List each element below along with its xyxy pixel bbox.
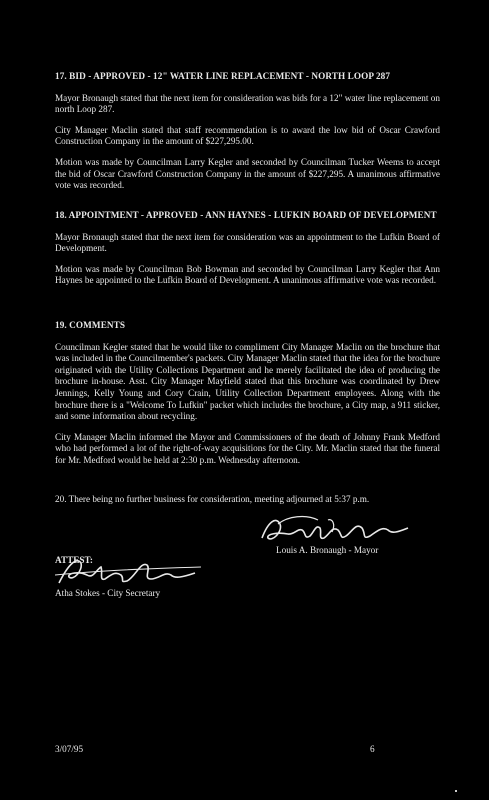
- mayor-signature: [258, 510, 418, 550]
- item-18-para-2: Motion was made by Councilman Bob Bowman and seconded by Councilman Larry Kegler that Ann Haynes be appointed to the Lufkin Board of Development. A unanimous affirmative vote was recorded.: [55, 263, 440, 286]
- item-18: [55, 210, 440, 296]
- clerk-signature: [55, 553, 205, 589]
- item-19: [55, 320, 440, 476]
- item-18-para-1: Mayor Bronaugh stated that the next item for consideration was an appointment to the Lufkin Board of Development.: [55, 231, 440, 254]
- footer-date: 3/07/95: [55, 744, 84, 754]
- item-17-para-2: City Manager Maclin stated that staff recommendation is to award the low bid of Oscar Crawford Construction Company in the amount of $227,295.00.: [55, 124, 440, 147]
- item-19-para-2: City Manager Maclin informed the Mayor and Commissioners of the death of Johnny Frank Medford who had performed a lot of the right-of-way acquisitions for the City. Mr. Maclin stated that the funeral for Mr. Medford would be held at 2:30 p.m. Wednesday afternoon.: [55, 431, 440, 465]
- item-17: [55, 71, 440, 201]
- item-18-heading: 18. APPOINTMENT - APPROVED - ANN HAYNES - LUFKIN BOARD OF DEVELOPMENT: [55, 210, 437, 220]
- mayor-caption: Louis A. Bronaugh - Mayor: [276, 545, 379, 555]
- footer-page-number: 6: [370, 744, 375, 754]
- scan-speck: [455, 790, 457, 792]
- item-19-heading: 19. COMMENTS: [55, 320, 126, 330]
- item-20-para-1: 20. There being no further business for consideration, meeting adjourned at 5:37 p.m.: [55, 494, 370, 504]
- clerk-caption: Atha Stokes - City Secretary: [55, 588, 161, 598]
- attest-label: ATTEST:: [55, 555, 93, 565]
- item-17-para-3: Motion was made by Councilman Larry Kegler and seconded by Councilman Tucker Weems to accept the bid of Oscar Crawford Construction Company in the amount of $227,295. A unanimous affirmative vote was recorded.: [55, 156, 440, 191]
- item-17-heading: 17. BID - APPROVED - 12" WATER LINE REPLACEMENT - NORTH LOOP 287: [55, 71, 391, 81]
- item-19-para-1: Councilman Kegler stated that he would like to compliment City Manager Maclin on the brochure that was included in the Councilmember's packets. City Manager Maclin stated that the idea for the brochure originated with the Utility Collections Department and he merely facilitated the idea of producing the brochure in-house. Asst. City Manager Mayfield stated that this brochure was coordinated by Drew Jennings, Kelly Young and Cory Crain, Utility Collection Department employees. Along with the brochure there is a "Welcome To Lufkin" packet which includes the brochure, a City map, a 911 sticker, and some information about recycling.: [55, 341, 440, 422]
- item-17-para-1: Mayor Bronaugh stated that the next item for consideration was bids for a 12" water line replacement on north Loop 287.: [55, 92, 440, 115]
